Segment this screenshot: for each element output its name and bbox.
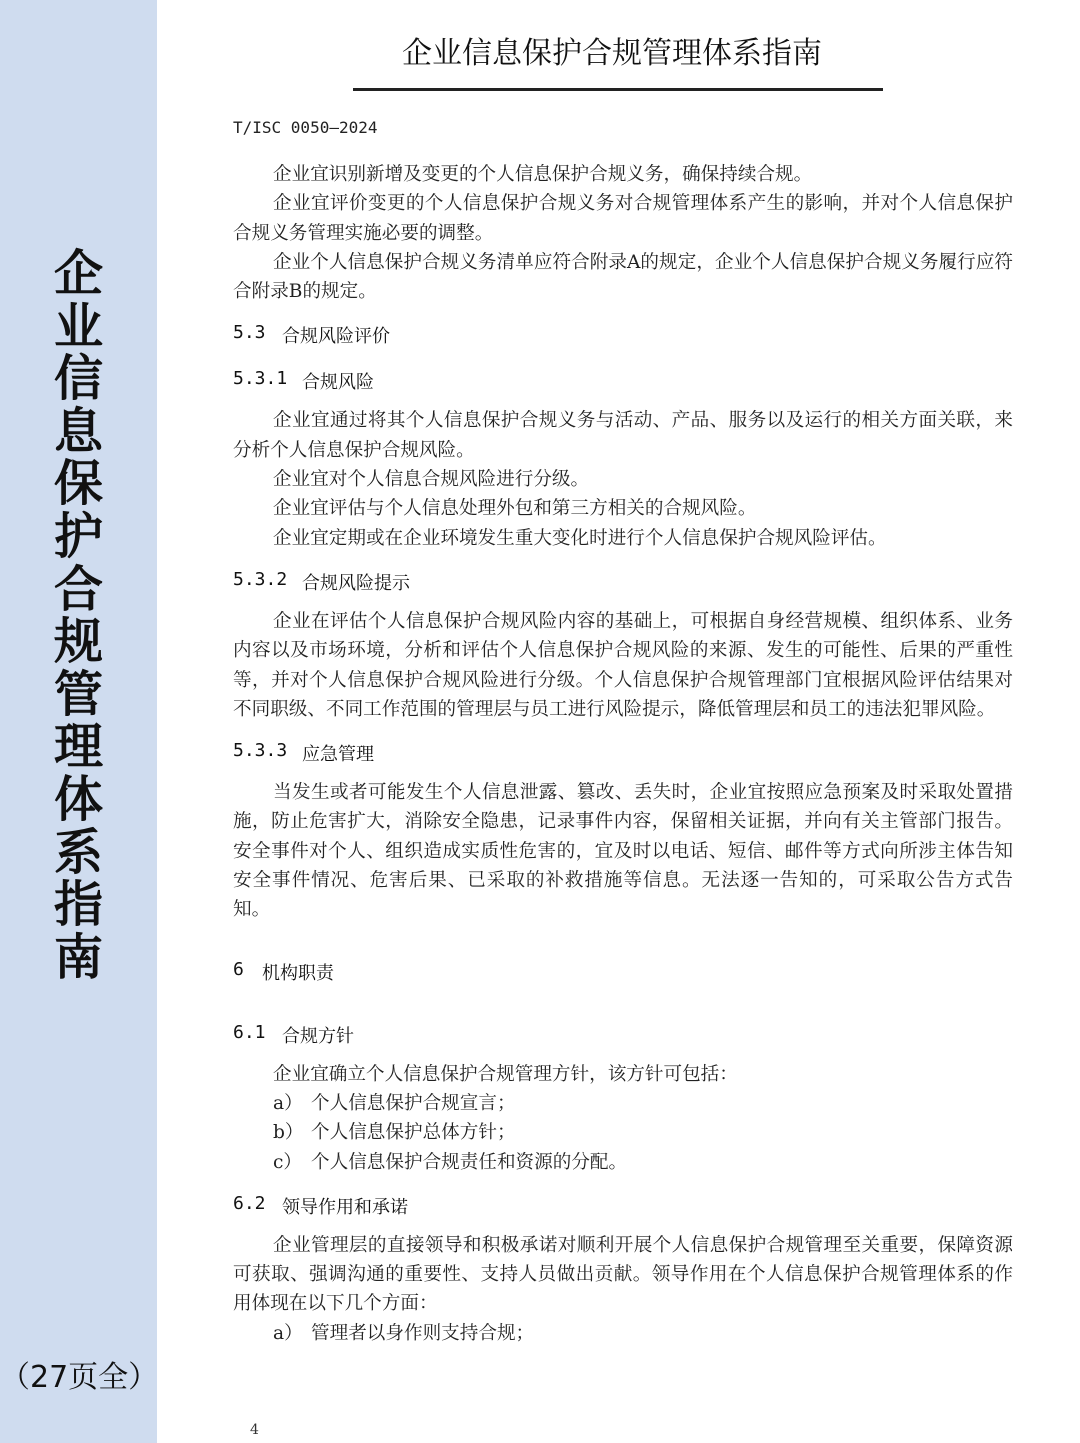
section-heading-5-3-2 [233, 569, 1013, 595]
section-heading-6 [233, 959, 1013, 985]
document-body [233, 160, 1013, 1348]
section-title: 领导作用和承诺 [282, 1196, 408, 1218]
section-number: 5.3.2 [233, 568, 288, 590]
sidebar-vertical-title [0, 245, 157, 986]
sidebar-title-char: 企 [53, 245, 103, 302]
sidebar-title-char: 指 [53, 876, 103, 934]
section-number: 6.1 [233, 1021, 266, 1043]
header-divider [353, 88, 883, 91]
list-item [233, 1319, 1013, 1348]
paragraph: 企业宜识别新增及变更的个人信息保护合规义务，确保持续合规。 [273, 164, 813, 185]
sidebar-title-char: 体 [53, 770, 103, 828]
page-count-label: （27页全） [0, 1360, 159, 1395]
paragraph: 企业宜评估与个人信息处理外包和第三方相关的合规风险。 [273, 498, 757, 520]
list-text: 个人信息保护合规责任和资源的分配。 [311, 1151, 628, 1173]
paragraph: 当发生或者可能发生个人信息泄露、篡改、丢失时，企业宜按照应急预案及时采取处置措施，防止危害扩大，消除安全隐患，记录事件内容，保留相关证据，并向有关主管部门报告。安全事件对个人、组织造成实质性危害的，宜及时以电话、短信、邮件等方式向所涉主体告知安全事件情况、危害后果、已采取的补救措施等信息。无法逐一告知的，可采取公告方式告知。 [233, 782, 1013, 921]
sidebar-band [0, 0, 157, 1443]
list-marker: a） [273, 1322, 303, 1344]
document-title: 企业信息保护合规管理体系指南 [402, 36, 822, 71]
section-heading-6-2 [233, 1193, 1013, 1219]
page-number: 4 [250, 1422, 259, 1438]
section-heading-6-1 [233, 1022, 1013, 1048]
section-title: 机构职责 [262, 962, 334, 984]
list-item [233, 1089, 1013, 1118]
paragraph: 企业个人信息保护合规义务清单应符合附录A的规定，企业个人信息保护合规义务履行应符合附录B的规定。 [233, 251, 1013, 303]
paragraph: 企业宜定期或在企业环境发生重大变化时进行个人信息保护合规风险评估。 [273, 527, 887, 549]
paragraph: 企业宜通过将其个人信息保护合规义务与活动、产品、服务以及运行的相关方面关联，来分析个人信息保护合规风险。 [233, 410, 1013, 461]
section-number: 5.3.3 [233, 740, 288, 762]
sidebar-title-char: 息 [53, 402, 103, 460]
sidebar-title-char: 管 [53, 665, 103, 723]
list-marker: c） [273, 1151, 303, 1173]
sidebar-title-char: 规 [53, 613, 103, 671]
standard-number: T/ISC 0050—2024 [233, 118, 378, 137]
section-number: 5.3.1 [233, 368, 288, 390]
list-text: 个人信息保护合规宣言； [311, 1092, 516, 1114]
paragraph: 企业宜对个人信息合规风险进行分级。 [273, 469, 590, 491]
list-marker: a） [273, 1092, 303, 1114]
sidebar-title-char: 合 [53, 560, 103, 618]
list-text: 个人信息保护总体方针； [311, 1122, 516, 1144]
section-title: 应急管理 [302, 744, 374, 766]
section-title: 合规风险评价 [282, 326, 390, 348]
sidebar-title-char: 信 [53, 350, 103, 408]
section-title: 合规方针 [282, 1025, 354, 1047]
paragraph: 企业宜确立个人信息保护合规管理方针，该方针可包括： [273, 1063, 738, 1085]
list-marker: b） [273, 1122, 304, 1144]
sidebar-title-char: 护 [53, 507, 103, 565]
section-title: 合规风险提示 [302, 572, 410, 594]
paragraph: 企业在评估个人信息保护合规风险内容的基础上，可根据自身经营规模、组织体系、业务内容以及市场环境，分析和评估个人信息保护合规风险的来源、发生的可能性、后果的严重性等，并对个人信息保护合规风险进行分级。个人信息保护合规管理部门宜根据风险评估结果对不同职级、不同工作范围的管理层与员工进行风险提示，降低管理层和员工的违法犯罪风险。 [233, 610, 1013, 720]
list-item [233, 1118, 1013, 1147]
list-item [233, 1148, 1013, 1177]
section-number: 6.2 [233, 1192, 266, 1214]
section-heading-5-3-1 [233, 368, 1013, 394]
paragraph: 企业宜评价变更的个人信息保护合规义务对合规管理体系产生的影响，并对个人信息保护合规义务管理实施必要的调整。 [233, 193, 1013, 244]
sidebar-title-char: 业 [53, 297, 103, 355]
section-number: 5.3 [233, 322, 266, 344]
paragraph: 企业管理层的直接领导和积极承诺对顺利开展个人信息保护合规管理至关重要，保障资源可获取、强调沟通的重要性、支持人员做出贡献。领导作用在个人信息保护合规管理体系的作用体现在以下几个方面： [233, 1234, 1013, 1315]
section-heading-5-3-3 [233, 740, 1013, 766]
sidebar-title-char: 保 [53, 455, 103, 513]
section-title: 合规风险 [302, 372, 374, 394]
list-text: 管理者以身作则支持合规； [311, 1322, 535, 1344]
sidebar-title-char: 系 [53, 823, 103, 881]
sidebar-title-char: 南 [53, 928, 103, 986]
section-heading-5-3 [233, 322, 1013, 348]
section-number: 6 [233, 958, 244, 980]
sidebar-title-char: 理 [53, 718, 103, 776]
